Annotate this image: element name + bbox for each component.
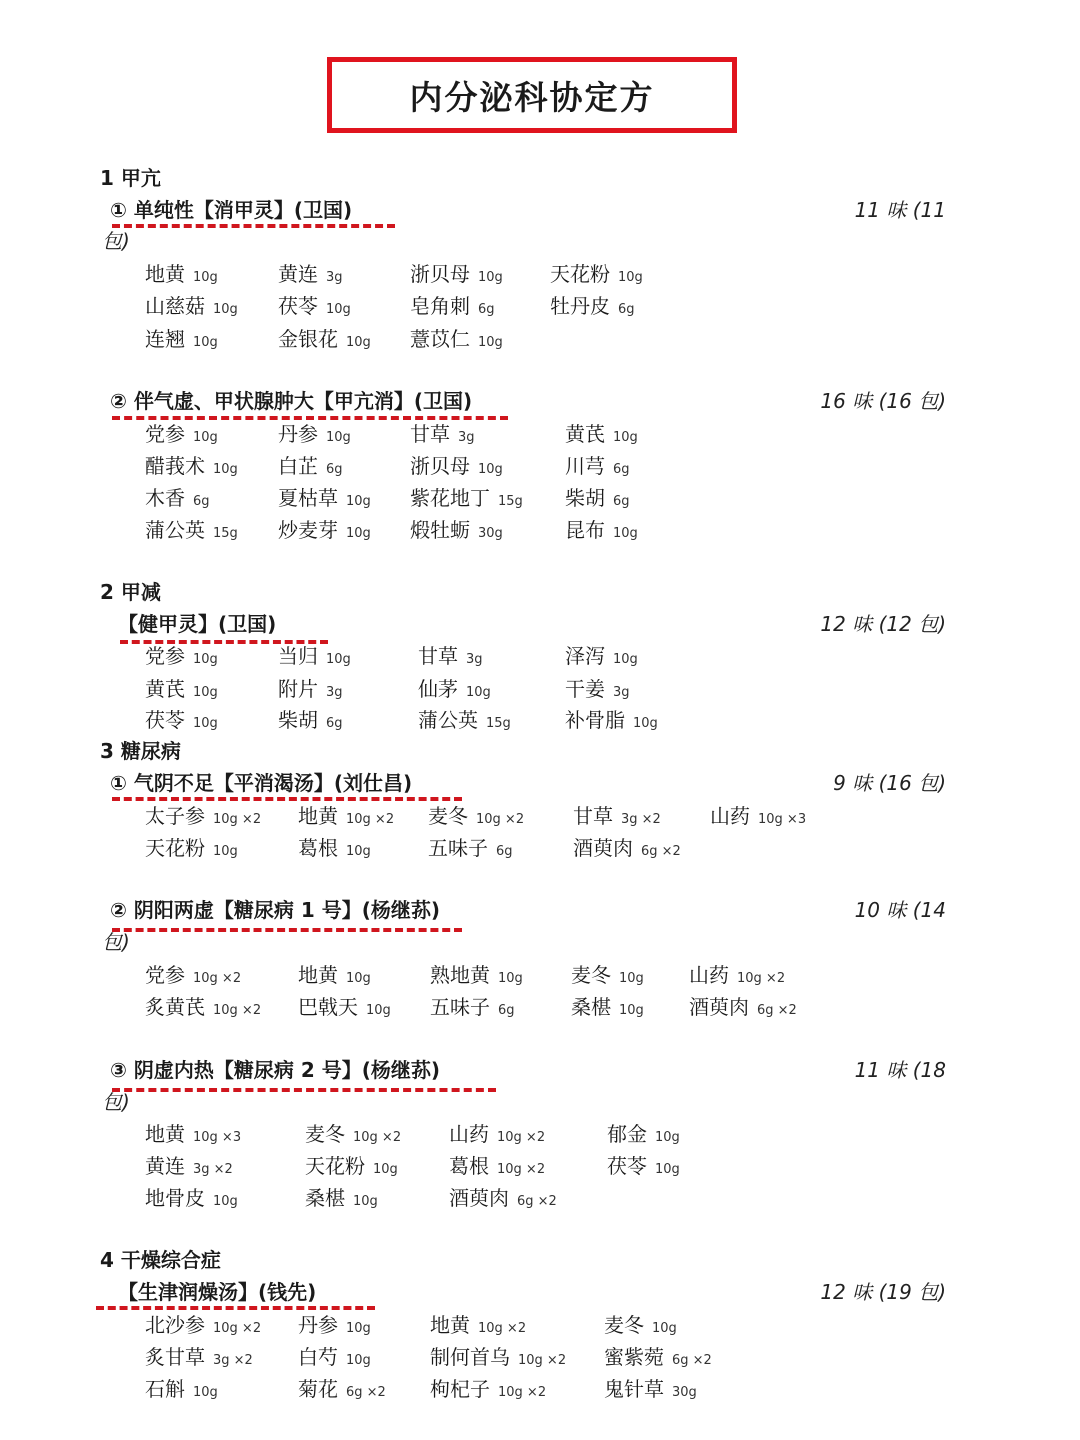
herb-dose: 6g: [326, 462, 343, 477]
section-heading: 1 甲亢: [100, 166, 161, 190]
herb-item: [571, 991, 644, 1020]
herb-dose: 3g ×2: [621, 812, 661, 827]
herb-name: 巴戟天: [298, 995, 358, 1019]
herb-dose: 10g: [193, 652, 218, 667]
herb-item: [305, 1150, 398, 1179]
herb-item: [145, 800, 261, 829]
herb-name: 丹参: [278, 422, 318, 446]
herb-dose: 10g ×2: [737, 971, 786, 986]
herb-item: [145, 1341, 253, 1370]
herb-count-wrap: 包): [102, 1090, 130, 1114]
herb-dose: 10g: [466, 685, 491, 700]
herb-name: 茯苓: [145, 708, 185, 732]
herb-item: [145, 1150, 233, 1179]
herb-name: 葛根: [298, 836, 338, 860]
herb-name: 北沙参: [145, 1313, 205, 1337]
herb-dose: 10g ×3: [758, 812, 807, 827]
herb-item: [550, 258, 643, 287]
herb-item: [145, 1373, 218, 1402]
herb-name: 熟地黄: [430, 963, 490, 987]
herb-dose: 6g ×2: [672, 1353, 712, 1368]
herb-item: [145, 418, 218, 447]
herb-name: 地黄: [145, 1122, 185, 1146]
herb-item: [565, 704, 658, 733]
herb-dose: 10g ×2: [476, 812, 525, 827]
herb-dose: 10g: [498, 971, 523, 986]
herb-item: [298, 959, 371, 988]
herb-item: [145, 323, 218, 352]
herb-item: [565, 514, 638, 543]
herb-name: 党参: [145, 644, 185, 668]
herb-name: 桑椹: [571, 995, 611, 1019]
herb-dose: 3g ×2: [193, 1162, 233, 1177]
herb-name: 五味子: [430, 995, 490, 1019]
herb-dose: 10g: [346, 335, 371, 350]
herb-item: [689, 959, 785, 988]
herb-dose: 10g: [193, 685, 218, 700]
herb-name: 茯苓: [278, 294, 318, 318]
herb-item: [573, 800, 661, 829]
herb-item: [145, 1182, 238, 1211]
herb-name: 黄芪: [565, 422, 605, 446]
herb-item: [298, 1373, 386, 1402]
herb-name: 黄芪: [145, 677, 185, 701]
section-heading: 3 糖尿病: [100, 739, 181, 763]
herb-dose: 10g: [655, 1130, 680, 1145]
herb-name: 茯苓: [607, 1154, 647, 1178]
herb-item: [305, 1182, 378, 1211]
herb-item: [145, 290, 238, 319]
herb-item: [430, 1309, 526, 1338]
herb-name: 地黄: [298, 963, 338, 987]
herb-dose: 6g: [613, 494, 630, 509]
herb-dose: 15g: [486, 716, 511, 731]
herb-dose: 6g ×2: [641, 844, 681, 859]
formula-name: ① 气阴不足【平消渴汤】(刘仕昌): [110, 771, 413, 795]
herb-dose: 30g: [672, 1385, 697, 1400]
herb-dose: 10g: [193, 716, 218, 731]
herb-name: 天花粉: [550, 262, 610, 286]
herb-dose: 10g: [213, 462, 238, 477]
herb-dose: 10g ×2: [213, 1321, 262, 1336]
herb-item: [449, 1118, 545, 1147]
formula-name: 【健甲灵】(卫国): [118, 612, 277, 636]
herb-item: [565, 418, 638, 447]
herb-item: [565, 673, 630, 702]
herb-count: 12 味 (19 包): [820, 1280, 946, 1304]
herb-dose: 30g: [478, 526, 503, 541]
herb-name: 党参: [145, 963, 185, 987]
herb-dose: 10g ×2: [193, 971, 242, 986]
herb-dose: 10g: [346, 526, 371, 541]
herb-name: 天花粉: [305, 1154, 365, 1178]
herb-dose: 3g: [613, 685, 630, 700]
herb-dose: 6g: [326, 716, 343, 731]
herb-name: 酒萸肉: [689, 995, 749, 1019]
herb-dose: 10g ×2: [353, 1130, 402, 1145]
herb-dose: 10g ×2: [213, 1003, 262, 1018]
herb-name: 制何首乌: [430, 1345, 510, 1369]
herb-dose: 10g ×2: [497, 1162, 546, 1177]
formula-name: ③ 阴虚内热【糖尿病 2 号】(杨继荪): [110, 1058, 441, 1082]
herb-item: [145, 673, 218, 702]
herb-dose: 10g: [346, 844, 371, 859]
herb-dose: 10g: [613, 652, 638, 667]
herb-item: [145, 450, 238, 479]
herb-name: 白芍: [298, 1345, 338, 1369]
herb-name: 柴胡: [278, 708, 318, 732]
formula-underline: [112, 928, 462, 932]
herb-item: [410, 482, 523, 511]
herb-dose: 10g: [478, 270, 503, 285]
herb-name: 黄连: [145, 1154, 185, 1178]
herb-dose: 10g: [478, 335, 503, 350]
formula-underline: [112, 1088, 496, 1092]
section-heading: 4 干燥综合症: [100, 1248, 221, 1272]
herb-dose: 10g ×3: [193, 1130, 242, 1145]
herb-name: 川芎: [565, 454, 605, 478]
herb-item: [278, 514, 371, 543]
section-heading: 2 甲减: [100, 580, 161, 604]
herb-item: [428, 800, 524, 829]
herb-item: [573, 832, 681, 861]
herb-item: [607, 1118, 680, 1147]
herb-item: [418, 673, 491, 702]
herb-dose: 10g: [193, 270, 218, 285]
herb-item: [278, 704, 343, 733]
herb-name: 地黄: [298, 804, 338, 828]
herb-item: [565, 482, 630, 511]
herb-name: 蜜紫菀: [604, 1345, 664, 1369]
herb-dose: 3g: [326, 270, 343, 285]
herb-name: 煅牡蛎: [410, 518, 470, 542]
herb-dose: 3g: [458, 430, 475, 445]
herb-item: [410, 323, 503, 352]
herb-dose: 15g: [213, 526, 238, 541]
herb-dose: 10g: [353, 1194, 378, 1209]
herb-item: [145, 991, 261, 1020]
herb-dose: 10g: [633, 716, 658, 731]
herb-name: 泽泻: [565, 644, 605, 668]
herb-name: 木香: [145, 486, 185, 510]
herb-dose: 10g: [613, 430, 638, 445]
document-title: 内分泌科协定方: [327, 57, 737, 133]
herb-name: 炙黄芪: [145, 995, 205, 1019]
herb-name: 薏苡仁: [410, 327, 470, 351]
herb-name: 葛根: [449, 1154, 489, 1178]
herb-item: [689, 991, 797, 1020]
herb-name: 柴胡: [565, 486, 605, 510]
herb-name: 浙贝母: [410, 454, 470, 478]
herb-item: [418, 640, 483, 669]
herb-dose: 10g: [613, 526, 638, 541]
herb-item: [449, 1182, 557, 1211]
herb-name: 炙甘草: [145, 1345, 205, 1369]
herb-name: 牡丹皮: [550, 294, 610, 318]
herb-name: 炒麦芽: [278, 518, 338, 542]
herb-name: 麦冬: [428, 804, 468, 828]
herb-name: 党参: [145, 422, 185, 446]
herb-item: [430, 991, 515, 1020]
herb-dose: 6g: [478, 302, 495, 317]
herb-item: [298, 1341, 371, 1370]
herb-item: [410, 258, 503, 287]
herb-item: [449, 1150, 545, 1179]
herb-item: [278, 258, 343, 287]
herb-item: [550, 290, 635, 319]
herb-item: [145, 832, 238, 861]
herb-name: 干姜: [565, 677, 605, 701]
herb-name: 浙贝母: [410, 262, 470, 286]
herb-count-wrap: 包): [102, 229, 130, 253]
herb-item: [145, 482, 210, 511]
herb-item: [710, 800, 806, 829]
formula-name: ② 阴阳两虚【糖尿病 1 号】(杨继荪): [110, 898, 441, 922]
herb-item: [410, 418, 475, 447]
herb-item: [145, 1118, 241, 1147]
herb-count: 11 味 (11: [854, 198, 946, 222]
herb-item: [298, 832, 371, 861]
herb-name: 昆布: [565, 518, 605, 542]
herb-name: 夏枯草: [278, 486, 338, 510]
herb-dose: 15g: [498, 494, 523, 509]
herb-dose: 10g ×2: [213, 812, 262, 827]
herb-item: [565, 640, 638, 669]
herb-item: [278, 418, 351, 447]
herb-dose: 10g ×2: [498, 1385, 547, 1400]
herb-item: [145, 640, 218, 669]
herb-count: 9 味 (16 包): [833, 771, 946, 795]
herb-item: [418, 704, 511, 733]
herb-dose: 10g: [366, 1003, 391, 1018]
herb-item: [278, 673, 343, 702]
herb-name: 酒萸肉: [449, 1186, 509, 1210]
herb-name: 黄连: [278, 262, 318, 286]
herb-dose: 10g: [618, 270, 643, 285]
herb-dose: 3g: [466, 652, 483, 667]
herb-dose: 6g ×2: [346, 1385, 386, 1400]
herb-count: 16 味 (16 包): [820, 389, 946, 413]
herb-name: 甘草: [410, 422, 450, 446]
herb-dose: 10g: [193, 1385, 218, 1400]
formula-name: ② 伴气虚、甲状腺肿大【甲亢消】(卫国): [110, 389, 473, 413]
herb-item: [607, 1150, 680, 1179]
herb-name: 郁金: [607, 1122, 647, 1146]
herb-dose: 10g: [326, 430, 351, 445]
herb-dose: 6g: [613, 462, 630, 477]
herb-dose: 10g: [478, 462, 503, 477]
herb-name: 地黄: [430, 1313, 470, 1337]
herb-item: [145, 959, 241, 988]
herb-name: 麦冬: [571, 963, 611, 987]
herb-name: 金银花: [278, 327, 338, 351]
formula-name: 【生津润燥汤】(钱先): [118, 1280, 317, 1304]
herb-dose: 10g ×2: [346, 812, 395, 827]
herb-item: [298, 1309, 371, 1338]
herb-count-wrap: 包): [102, 930, 130, 954]
herb-dose: 10g: [655, 1162, 680, 1177]
herb-dose: 6g: [618, 302, 635, 317]
herb-name: 地黄: [145, 262, 185, 286]
herb-name: 枸杞子: [430, 1377, 490, 1401]
herb-name: 丹参: [298, 1313, 338, 1337]
herb-dose: 10g: [213, 302, 238, 317]
herb-dose: 10g: [326, 652, 351, 667]
herb-name: 山慈菇: [145, 294, 205, 318]
herb-item: [604, 1373, 697, 1402]
herb-item: [278, 640, 351, 669]
herb-item: [305, 1118, 401, 1147]
herb-dose: 10g ×2: [478, 1321, 527, 1336]
herb-name: 仙茅: [418, 677, 458, 701]
herb-name: 五味子: [428, 836, 488, 860]
herb-name: 甘草: [418, 644, 458, 668]
herb-item: [278, 482, 371, 511]
herb-dose: 10g: [326, 302, 351, 317]
herb-name: 皂角刺: [410, 294, 470, 318]
herb-count: 12 味 (12 包): [820, 612, 946, 636]
herb-item: [571, 959, 644, 988]
herb-count: 11 味 (18: [854, 1058, 946, 1082]
herb-name: 甘草: [573, 804, 613, 828]
herb-dose: 10g: [346, 494, 371, 509]
herb-name: 桑椹: [305, 1186, 345, 1210]
herb-dose: 10g: [193, 335, 218, 350]
herb-dose: 3g: [326, 685, 343, 700]
herb-name: 山药: [710, 804, 750, 828]
herb-name: 蒲公英: [145, 518, 205, 542]
herb-item: [565, 450, 630, 479]
herb-item: [278, 323, 371, 352]
herb-name: 石斛: [145, 1377, 185, 1401]
herb-item: [604, 1309, 677, 1338]
herb-name: 地骨皮: [145, 1186, 205, 1210]
herb-dose: 10g: [346, 1353, 371, 1368]
herb-item: [298, 800, 394, 829]
herb-name: 紫花地丁: [410, 486, 490, 510]
herb-item: [145, 704, 218, 733]
herb-dose: 6g: [498, 1003, 515, 1018]
herb-dose: 10g: [373, 1162, 398, 1177]
herb-item: [278, 290, 351, 319]
herb-name: 醋莪术: [145, 454, 205, 478]
herb-dose: 10g: [193, 430, 218, 445]
formula-underline: [112, 224, 395, 228]
herb-name: 山药: [449, 1122, 489, 1146]
formula-name: ① 单纯性【消甲灵】(卫国): [110, 198, 353, 222]
herb-dose: 6g ×2: [517, 1194, 557, 1209]
herb-dose: 10g: [346, 1321, 371, 1336]
herb-item: [428, 832, 513, 861]
herb-name: 蒲公英: [418, 708, 478, 732]
herb-item: [430, 1373, 546, 1402]
herb-name: 白芷: [278, 454, 318, 478]
herb-name: 天花粉: [145, 836, 205, 860]
herb-dose: 10g: [619, 971, 644, 986]
herb-dose: 10g ×2: [497, 1130, 546, 1145]
herb-name: 鬼针草: [604, 1377, 664, 1401]
herb-name: 当归: [278, 644, 318, 668]
herb-name: 酒萸肉: [573, 836, 633, 860]
herb-dose: 10g ×2: [518, 1353, 567, 1368]
herb-dose: 6g ×2: [757, 1003, 797, 1018]
herb-name: 太子参: [145, 804, 205, 828]
herb-name: 补骨脂: [565, 708, 625, 732]
herb-item: [410, 290, 495, 319]
herb-item: [604, 1341, 712, 1370]
herb-item: [145, 1309, 261, 1338]
herb-item: [410, 450, 503, 479]
herb-dose: 6g: [496, 844, 513, 859]
herb-item: [145, 514, 238, 543]
herb-item: [298, 991, 391, 1020]
herb-dose: 10g: [652, 1321, 677, 1336]
herb-item: [145, 258, 218, 287]
herb-item: [278, 450, 343, 479]
herb-item: [410, 514, 503, 543]
herb-item: [430, 959, 523, 988]
herb-name: 菊花: [298, 1377, 338, 1401]
herb-item: [430, 1341, 566, 1370]
herb-dose: 10g: [213, 1194, 238, 1209]
herb-dose: 6g: [193, 494, 210, 509]
herb-dose: 3g ×2: [213, 1353, 253, 1368]
herb-name: 山药: [689, 963, 729, 987]
herb-count: 10 味 (14: [854, 898, 946, 922]
herb-name: 附片: [278, 677, 318, 701]
herb-dose: 10g: [619, 1003, 644, 1018]
herb-dose: 10g: [346, 971, 371, 986]
herb-name: 麦冬: [604, 1313, 644, 1337]
herb-dose: 10g: [213, 844, 238, 859]
herb-name: 麦冬: [305, 1122, 345, 1146]
herb-name: 连翘: [145, 327, 185, 351]
